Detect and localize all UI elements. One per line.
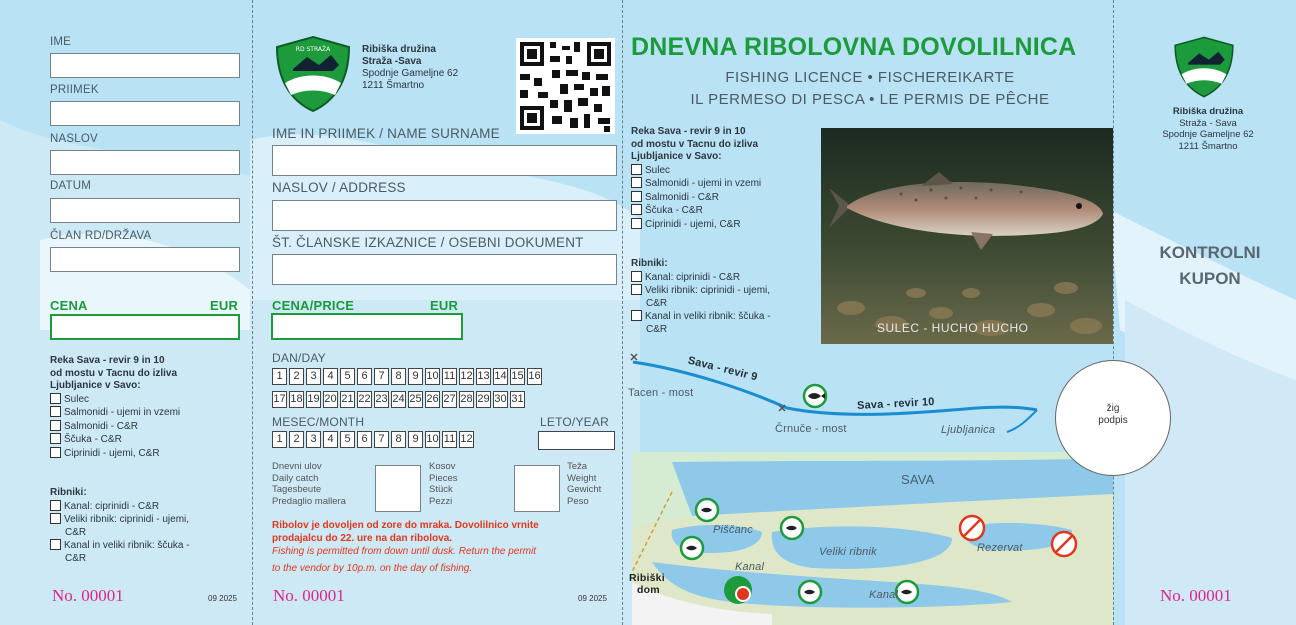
stub-checkbox-kanal-veliki[interactable]: [50, 539, 61, 550]
licence-ponds-title: Ribniki:: [631, 258, 668, 269]
day-box[interactable]: 19: [306, 391, 321, 408]
stub-date-field[interactable]: [50, 198, 240, 223]
stub-name-field[interactable]: [50, 53, 240, 78]
stub-checkbox-kanal[interactable]: [50, 500, 61, 511]
stub-price-label: CENA: [50, 298, 88, 313]
rule-si: Ribolov je dovoljen od zore do mraka. Dovolilnico vrnite: [272, 520, 539, 531]
day-grid-row-1: [272, 368, 542, 385]
pieces-label: Kosov: [429, 461, 456, 472]
stub-checkbox-salmonidi-cr[interactable]: [50, 420, 61, 431]
id-document-field[interactable]: [272, 254, 617, 285]
stub-option-label: C&R: [65, 552, 87, 564]
licence-checkbox-kanal[interactable]: [631, 271, 642, 282]
stub-checkbox-veliki[interactable]: [50, 513, 61, 524]
pond-label-kanal-1: Kanal: [735, 561, 765, 573]
map-label-crnuce: Črnuče - most: [775, 423, 847, 435]
stub-river-title-2: od mostu v Tacnu do izliva: [50, 367, 178, 379]
day-box[interactable]: 22: [357, 391, 372, 408]
day-box[interactable]: 20: [323, 391, 338, 408]
day-box[interactable]: 4: [323, 368, 338, 385]
coupon-serial-number: No. 00001: [1160, 586, 1232, 605]
licence-river-title: Reka Sava - revir 9 in 10: [631, 126, 746, 137]
pieces-label: Pieces: [429, 472, 458, 484]
club-address-block: [362, 44, 458, 92]
day-box[interactable]: 7: [374, 368, 389, 385]
pieces-label: Pezzi: [429, 495, 453, 507]
weight-label: Peso: [567, 495, 589, 507]
day-box[interactable]: 31: [510, 391, 525, 408]
licence-option-label: C&R: [646, 323, 668, 335]
weight-label: Gewicht: [567, 484, 602, 495]
stub-label-datum: DATUM: [50, 180, 92, 192]
licence-panel: [625, 0, 1128, 625]
stub-option-label: Veliki ribnik: ciprinidi - ujemi,: [64, 514, 190, 525]
stub-label-ime: IME: [50, 36, 72, 48]
weight-field[interactable]: [514, 465, 560, 512]
stub-river-block: [50, 355, 250, 460]
catch-label: Dnevni ulov: [272, 461, 322, 472]
pond-label-dom-line: Ribiški: [629, 572, 665, 584]
day-box[interactable]: 18: [289, 391, 304, 408]
licence-checkbox-scuka[interactable]: [631, 204, 642, 215]
pond-label-veliki: Veliki ribnik: [819, 546, 877, 558]
coupon-club-name: Ribiška družina: [1172, 106, 1244, 117]
address-label: NASLOV / ADDRESS: [272, 180, 406, 195]
month-box[interactable]: 5: [340, 431, 355, 448]
day-box[interactable]: 2: [289, 368, 304, 385]
day-box[interactable]: 17: [272, 391, 287, 408]
day-box[interactable]: 24: [391, 391, 406, 408]
day-box[interactable]: 27: [442, 391, 457, 408]
main-serial-number: No. 00001: [273, 586, 345, 605]
stub-option-label: Salmonidi - C&R: [64, 420, 138, 432]
stub-option-label: Kanal: ciprinidi - C&R: [64, 500, 160, 512]
name-surname-label: IME IN PRIIMEK / NAME SURNAME: [272, 126, 500, 141]
map-label-tacen: Tacen - most: [628, 387, 694, 399]
licence-checkbox-ciprinidi[interactable]: [631, 218, 642, 229]
pond-label-piscanc: Piščanc: [713, 524, 753, 536]
day-box[interactable]: 15: [510, 368, 525, 385]
day-box[interactable]: 6: [357, 368, 372, 385]
month-box[interactable]: 7: [374, 431, 389, 448]
address-field[interactable]: [272, 200, 617, 231]
stub-currency: EUR: [210, 298, 239, 313]
pieces-label: Stück: [429, 484, 453, 495]
signature-label: podpis: [1098, 415, 1128, 426]
stub-version: 09 2025: [208, 594, 237, 603]
map-label-revir10: Sava - revir 10: [856, 395, 935, 413]
id-document-label: ŠT. ČLANSKE IZKAZNICE / OSEBNI DOKUMENT: [272, 235, 584, 250]
map-label-revir9: Sava - revir 9: [686, 354, 759, 384]
main-form-panel: [258, 0, 620, 625]
day-box[interactable]: 9: [408, 368, 423, 385]
day-box[interactable]: 3: [306, 368, 321, 385]
pieces-labels: [429, 461, 458, 507]
main-version: 09 2025: [578, 594, 607, 603]
stub-ponds-title: Ribniki:: [50, 487, 87, 498]
month-box[interactable]: 11: [442, 431, 457, 448]
rule-si-2: prodajalcu do 22. ure na dan ribolova.: [272, 533, 453, 544]
weight-labels: [567, 461, 601, 507]
day-box[interactable]: 12: [459, 368, 474, 385]
licence-checkbox-sulec[interactable]: [631, 164, 642, 175]
licence-checkbox-kanal-veliki[interactable]: [631, 310, 642, 321]
club-city: 1211 Šmartno: [362, 80, 425, 91]
price-label: CENA/PRICE: [272, 298, 355, 313]
huchen-photo: [821, 128, 1113, 344]
month-grid: [272, 431, 474, 448]
day-box[interactable]: 23: [374, 391, 389, 408]
stub-river-title-1: Reka Sava - revir 9 in 10: [50, 355, 165, 366]
coupon-club-place: Straža - Sava: [1179, 117, 1237, 129]
pond-label-kanal-2: Kanal: [869, 589, 899, 601]
day-box[interactable]: 10: [425, 368, 440, 385]
day-box[interactable]: 21: [340, 391, 355, 408]
year-field[interactable]: [538, 431, 615, 450]
stub-label-member: ČLAN RD/DRŽAVA: [50, 230, 152, 242]
coupon-club-street: Spodnje Gameljne 62: [1162, 129, 1254, 140]
fishing-rules: [272, 519, 539, 575]
fishing-house-marker-icon: [736, 587, 750, 601]
pond-label-rezervat: Rezervat: [977, 542, 1023, 554]
stub-member-field[interactable]: [50, 247, 240, 272]
licence-option-label: C&R: [646, 297, 668, 309]
club-name: Ribiška družina: [362, 44, 436, 55]
stub-checkbox-scuka[interactable]: [50, 433, 61, 444]
stub-serial-number: No. 00001: [52, 586, 124, 605]
daily-catch-labels: [272, 461, 346, 507]
map-label-ljubljanica: Ljubljanica: [941, 424, 996, 436]
stub-panel: [40, 0, 250, 625]
stub-price-field[interactable]: [50, 314, 240, 340]
pond-label-sava: SAVA: [901, 472, 935, 487]
price-field[interactable]: [271, 313, 463, 340]
licence-river-title: od mostu v Tacnu do izliva: [631, 138, 759, 150]
coupon-title-line: KUPON: [1179, 269, 1241, 288]
day-label: DAN/DAY: [272, 351, 326, 365]
price-currency: EUR: [430, 298, 459, 313]
control-coupon-panel: [1118, 0, 1296, 625]
day-box[interactable]: 11: [442, 368, 457, 385]
month-box[interactable]: 6: [357, 431, 372, 448]
month-box[interactable]: 3: [306, 431, 321, 448]
day-box[interactable]: 29: [476, 391, 491, 408]
stub-option-label: C&R: [65, 526, 87, 538]
stub-address-field[interactable]: [50, 150, 240, 175]
licence-option-label: Ciprinidi - ujemi, C&R: [645, 218, 741, 230]
licence-option-label: Kanal: ciprinidi - C&R: [645, 271, 741, 283]
day-box[interactable]: 25: [408, 391, 423, 408]
stamp-label: žig: [1106, 403, 1120, 414]
pond-label-dom-line: dom: [637, 584, 660, 596]
day-box[interactable]: 13: [476, 368, 491, 385]
stub-checkbox-ciprinidi[interactable]: [50, 447, 61, 458]
stub-option-label: Ščuka - C&R: [64, 434, 122, 445]
rule-en-2: to the vendor by 10p.m. on the day of fishing.: [272, 563, 473, 574]
pond-label-dom: [629, 572, 665, 596]
catch-label: Daily catch: [272, 472, 319, 484]
stub-option-label: Sulec: [64, 393, 90, 405]
licence-checkbox-salmonidi-cr[interactable]: [631, 191, 642, 202]
licence-subtitle-1: FISHING LICENCE • FISCHEREIKARTE: [725, 69, 1015, 86]
weight-label: Teža: [567, 461, 588, 472]
day-box[interactable]: 28: [459, 391, 474, 408]
photo-caption: SULEC - HUCHO HUCHO: [877, 321, 1029, 335]
month-box[interactable]: 4: [323, 431, 338, 448]
day-box[interactable]: 8: [391, 368, 406, 385]
licence-title: DNEVNA RIBOLOVNA DOVOLILNICA: [631, 33, 1077, 61]
licence-river-title: Ljubljanice v Savo:: [631, 151, 722, 162]
month-box[interactable]: 8: [391, 431, 406, 448]
licence-option-label: Kanal in veliki ribnik: ščuka -: [645, 311, 771, 322]
catch-label: Tagesbeute: [272, 484, 322, 495]
stub-label-naslov: NASLOV: [50, 133, 98, 145]
qr-code-icon: [516, 38, 615, 134]
licence-option-label: Sulec: [645, 164, 671, 176]
licence-checkbox-veliki[interactable]: [631, 284, 642, 295]
stub-surname-field[interactable]: [50, 101, 240, 126]
licence-option-label: Ščuka - C&R: [645, 205, 703, 216]
stub-option-label: Salmonidi - ujemi in vzemi: [64, 407, 181, 418]
day-box[interactable]: 16: [527, 368, 542, 385]
coupon-club-city: 1211 Šmartno: [1178, 140, 1238, 152]
day-box[interactable]: 5: [340, 368, 355, 385]
day-grid-row-2: [272, 391, 525, 408]
svg-text:RD STRAŽA: RD STRAŽA: [295, 46, 331, 53]
stub-ponds-block: [50, 487, 250, 565]
stub-label-priimek: PRIIMEK: [50, 84, 99, 96]
licence-checkbox-salmonidi-vzemi[interactable]: [631, 177, 642, 188]
coupon-title: [1130, 240, 1290, 292]
club-logo-icon: [273, 35, 353, 113]
licence-river-block: [631, 126, 821, 231]
club-place: Straža -Sava: [362, 56, 422, 67]
day-box[interactable]: 1: [272, 368, 287, 385]
weight-label: Weight: [567, 472, 597, 484]
month-box[interactable]: 1: [272, 431, 287, 448]
day-box[interactable]: 14: [493, 368, 508, 385]
stub-option-label: Ciprinidi - ujemi, C&R: [64, 447, 160, 459]
licence-subtitle-2: IL PERMESO DI PESCA • LE PERMIS DE PÊCHE: [690, 91, 1050, 108]
month-box[interactable]: 10: [425, 431, 440, 448]
club-street: Spodnje Gameljne 62: [362, 68, 459, 79]
month-label: MESEC/MONTH: [272, 415, 365, 429]
coupon-address-block: [1138, 106, 1278, 152]
day-box[interactable]: 26: [425, 391, 440, 408]
name-surname-field[interactable]: [272, 145, 617, 176]
licence-option-label: Salmonidi - ujemi in vzemi: [645, 178, 762, 189]
catch-label: Predaglio mallera: [272, 495, 346, 507]
coupon-title-line: KONTROLNI: [1159, 243, 1261, 262]
month-box[interactable]: 2: [289, 431, 304, 448]
licence-option-label: Veliki ribnik: ciprinidi - ujemi,: [645, 285, 771, 296]
month-box[interactable]: 9: [408, 431, 423, 448]
pieces-field[interactable]: [375, 465, 421, 512]
licence-option-label: Salmonidi - C&R: [645, 191, 719, 203]
licence-ponds-block: [631, 258, 821, 336]
rule-en: Fishing is permitted from down until dusk. Return the permit: [272, 546, 536, 557]
stub-river-title-3: Ljubljanice v Savo:: [50, 380, 141, 391]
stub-option-label: Kanal in veliki ribnik: ščuka -: [64, 540, 190, 551]
month-box[interactable]: 12: [459, 431, 474, 448]
year-label: LETO/YEAR: [540, 415, 609, 429]
stub-checkbox-salmonidi-vzemi[interactable]: [50, 406, 61, 417]
day-box[interactable]: 30: [493, 391, 508, 408]
stub-checkbox-sulec[interactable]: [50, 393, 61, 404]
coupon-club-logo-icon: [1172, 35, 1236, 99]
